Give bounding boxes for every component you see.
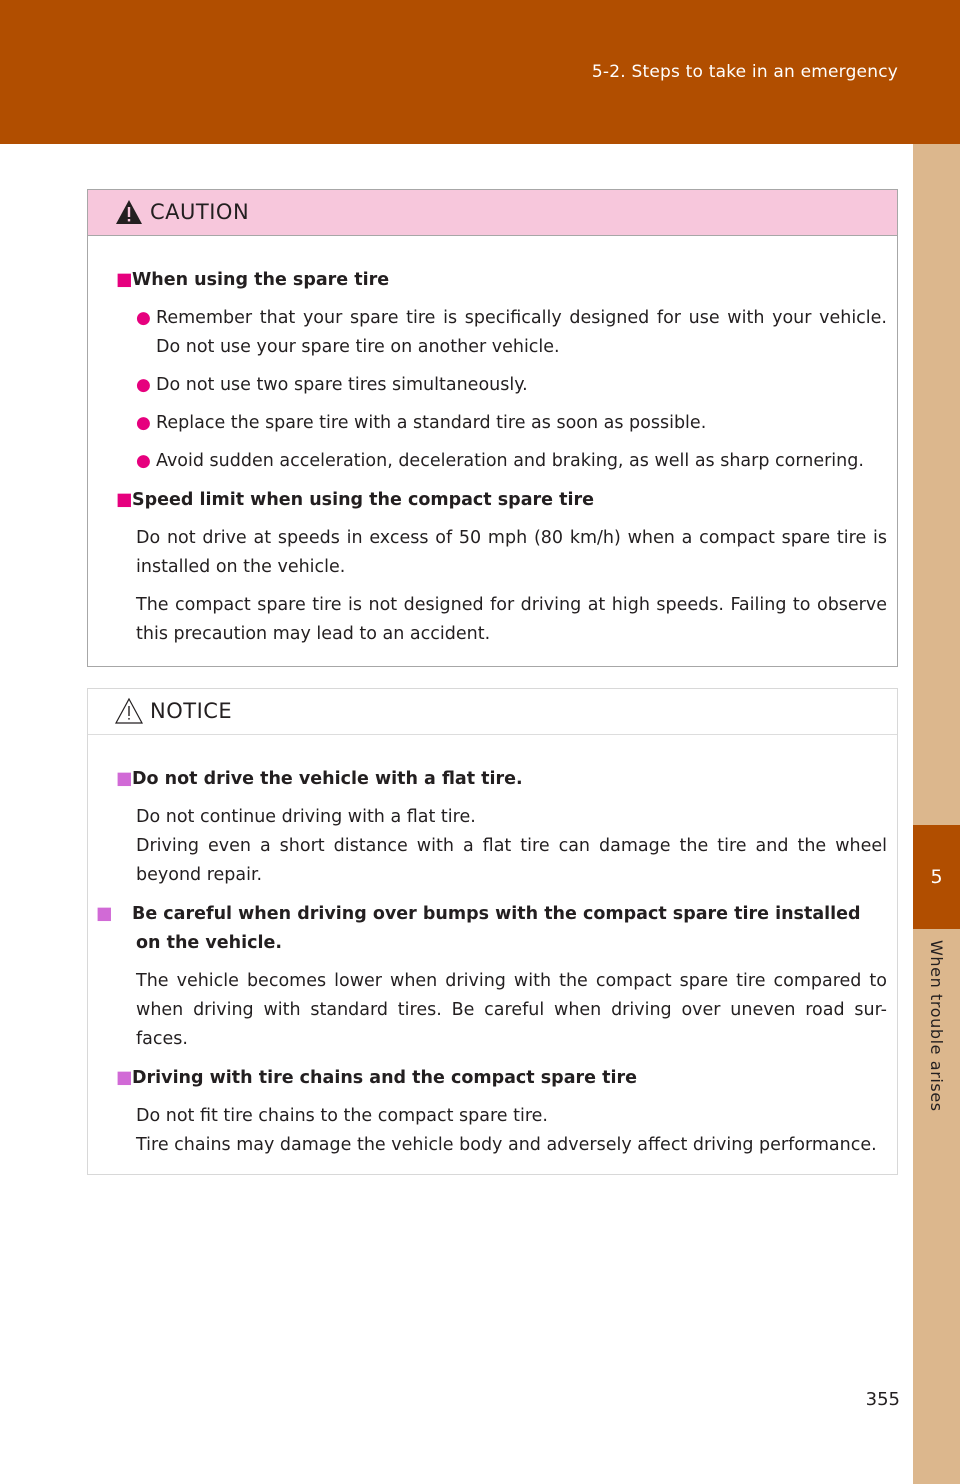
list-item: ● Do not use two spare tires simultaneously. xyxy=(136,371,887,400)
circle-bullet-icon: ● xyxy=(136,413,151,433)
list-item: ● Replace the spare tire with a standard tire as soon as possible. xyxy=(136,409,887,438)
square-bullet-icon: ■ xyxy=(116,490,133,510)
text-line: Do not fit tire chains to the compact spare tire. xyxy=(136,1106,548,1126)
section-title: 5-2. Steps to take in an emergency xyxy=(591,62,898,82)
square-bullet-icon: ■ xyxy=(96,904,113,924)
paragraph xyxy=(136,803,887,890)
page-number: 355 xyxy=(865,1389,900,1410)
text-line: Do not continue driving with a flat tire. xyxy=(136,807,476,827)
circle-bullet-icon: ● xyxy=(136,308,151,328)
square-bullet-icon: ■ xyxy=(116,270,133,290)
chapter-side-tab xyxy=(913,144,960,1484)
list-item: ● Avoid sudden acceleration, deceleration and braking, as well as sharp cornering. xyxy=(136,447,887,476)
caution-body xyxy=(88,236,897,649)
chapter-title-text: When trouble arises xyxy=(927,940,946,1112)
caution-label: CAUTION xyxy=(150,200,250,224)
warning-icon xyxy=(114,198,144,226)
paragraph xyxy=(136,1102,887,1160)
notice-label: NOTICE xyxy=(150,699,233,723)
section-heading: ■Do not drive the vehicle with a flat tire. xyxy=(116,765,887,794)
paragraph: The vehicle becomes lower when driving with the compact spare tire compared to when driving with standard tires. Be careful when driving over uneven road sur-faces. xyxy=(136,971,887,1049)
section-heading: ■Driving with tire chains and the compact spare tire xyxy=(116,1064,887,1093)
caution-box xyxy=(87,189,898,667)
chapter-title xyxy=(913,940,960,1140)
notice-box xyxy=(87,688,898,1175)
notice-warning-icon xyxy=(114,697,144,725)
chapter-number: 5 xyxy=(913,825,960,929)
text-line: Driving even a short distance with a flat tire can damage the tire and the wheel beyond repair. xyxy=(136,836,887,885)
notice-body xyxy=(88,735,897,1160)
paragraph: Do not drive at speeds in excess of 50 mph (80 km/h) when a compact spare tire is installed on the vehicle. xyxy=(136,528,887,577)
section-heading: ■When using the spare tire xyxy=(116,266,887,295)
notice-header xyxy=(88,689,897,735)
paragraph: The compact spare tire is not designed for driving at high speeds. Failing to observe this precaution may lead to an accident. xyxy=(136,595,887,644)
list-item: ● Remember that your spare tire is specifically designed for use with your vehicle. Do not use your spare tire on another vehicle. xyxy=(136,304,887,362)
square-bullet-icon: ■ xyxy=(116,1068,133,1088)
text-line: Tire chains may damage the vehicle body and adversely affect driving performance. xyxy=(136,1135,877,1155)
section-heading: ■ Be careful when driving over bumps with the compact spare tire installed on the vehicle. xyxy=(116,900,887,958)
circle-bullet-icon: ● xyxy=(136,375,151,395)
page-header xyxy=(0,0,960,144)
section-heading: ■Speed limit when using the compact spare tire xyxy=(116,486,887,515)
square-bullet-icon: ■ xyxy=(116,769,133,789)
caution-header xyxy=(88,190,897,236)
circle-bullet-icon: ● xyxy=(136,451,151,471)
